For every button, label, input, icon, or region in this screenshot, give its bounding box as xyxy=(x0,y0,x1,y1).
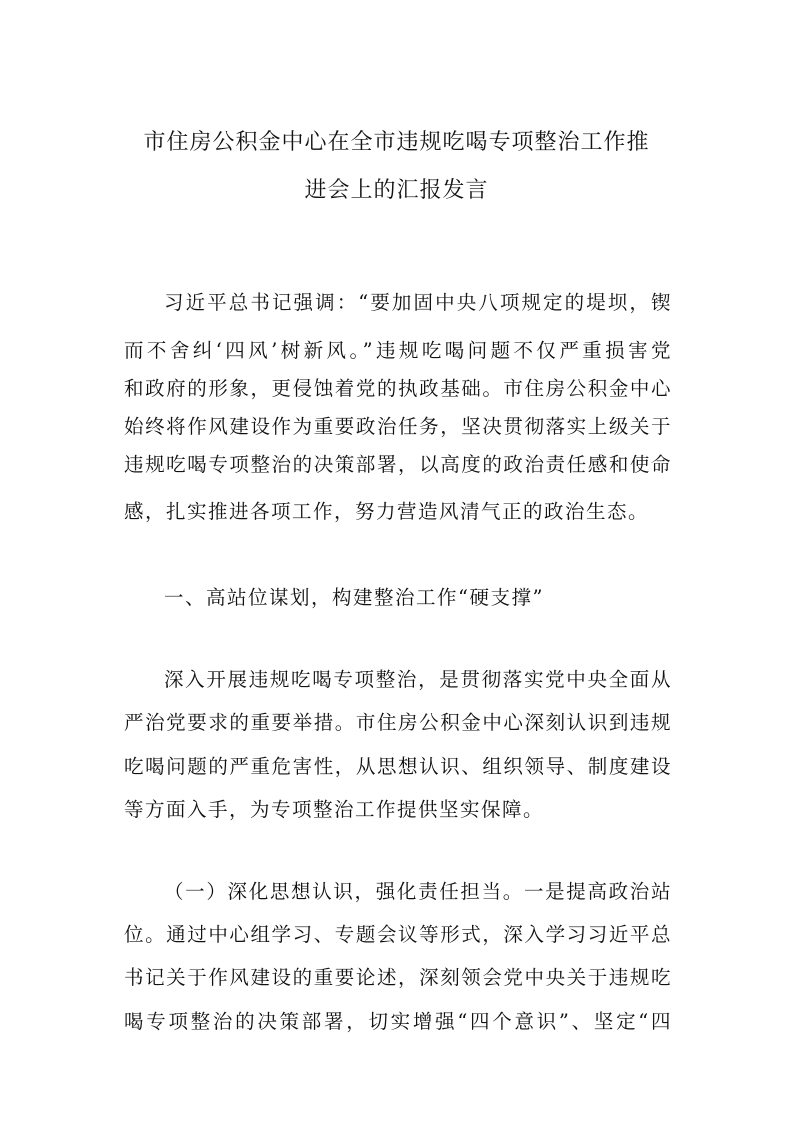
paragraph-line: 始终将作风建设作为重要政治任务，坚决贯彻落实上级关于 xyxy=(124,415,672,438)
paragraph-line: 违规吃喝专项整治的决策部署，以高度的政治责任感和使命 xyxy=(124,453,672,476)
paragraph-line: 习近平总书记强调：“要加固中央八项规定的堤坝，锲 xyxy=(164,291,672,314)
paragraph-line: 吃喝问题的严重危害性，从思想认识、组织领导、制度建设 xyxy=(124,755,672,778)
paragraph-line: 喝专项整治的决策部署，切实增强“四个意识”、坚定“四 xyxy=(124,1010,672,1033)
paragraph-line: 感，扎实推进各项工作，努力营造风清气正的政治生态。 xyxy=(124,500,650,523)
document-title-line-1: 市住房公积金中心在全市违规吃喝专项整治工作推 xyxy=(143,130,650,155)
paragraph-line: 书记关于作风建设的重要论述，深刻领会党中央关于违规吃 xyxy=(124,966,672,989)
paragraph-line: 等方面入手，为专项整治工作提供坚实保障。 xyxy=(124,798,545,821)
paragraph-line: （一）深化思想认识，强化责任担当。一是提高政治站 xyxy=(164,880,672,903)
section-heading-text: 一、高站位谋划，构建整治工作“硬支撑” xyxy=(164,586,544,609)
paragraph-line: 深入开展违规吃喝专项整治，是贯彻落实党中央全面从 xyxy=(164,668,672,691)
paragraph-line: 严治党要求的重要举措。市住房公积金中心深刻认识到违规 xyxy=(124,711,672,734)
paragraph-line: 和政府的形象，更侵蚀着党的执政基础。市住房公积金中心 xyxy=(124,377,672,400)
document-title-line-2: 进会上的汇报发言 xyxy=(304,178,489,203)
paragraph-line: 而不舍纠‘四风’树新风。”违规吃喝问题不仅严重损害党 xyxy=(124,339,672,362)
paragraph-line: 位。通过中心组学习、专题会议等形式，深入学习习近平总 xyxy=(124,923,672,946)
